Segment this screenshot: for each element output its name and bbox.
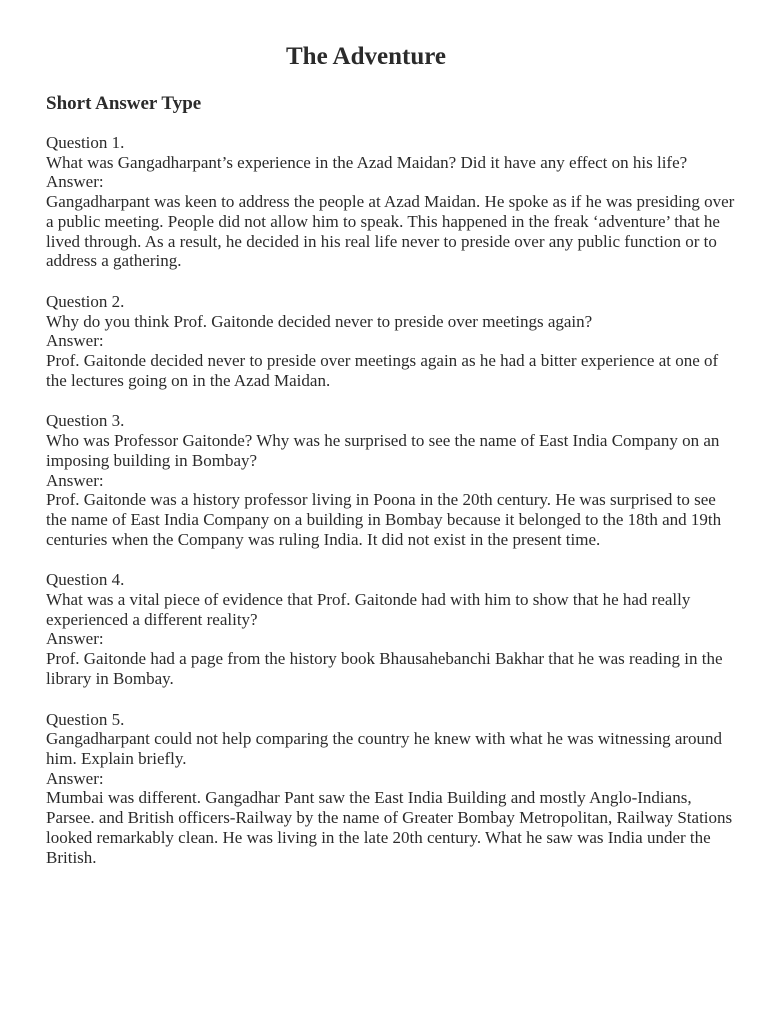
answer-label: Answer: [46,470,104,490]
question-label: Question 1. [46,133,125,152]
section-heading: Short Answer Type [46,93,202,114]
answer-label: Answer: [46,172,104,192]
answer-text: Gangadharpant was keen to address the people at Azad Maidan. He spoke as if he was presiding over a public meeting. People did not allow him to speak. This happened in the freak ‘adventure’ that he lived through. As a result, he decided in his real life never to preside over any public function or to address a gathering. [46,192,735,271]
qa-block-3 [46,411,736,549]
question-text: What was Gangadharpant’s experience in the Azad Maidan? Did it have any effect on his life? [46,152,688,172]
page-title: The Adventure [286,43,446,70]
qa-block-4 [46,570,736,688]
question-text: What was a vital piece of evidence that Prof. Gaitonde had with him to show that he had really experienced a different reality? [46,590,691,629]
question-label: Question 3. [46,411,125,431]
question-text: Gangadharpant could not help comparing the country he knew with what he was witnessing around him. Explain briefly. [46,729,723,768]
answer-label: Answer: [46,768,104,788]
question-text: Why do you think Prof. Gaitonde decided never to preside over meetings again? [46,311,593,331]
qa-block-1 [46,133,736,271]
question-label: Question 4. [46,570,125,590]
question-text: Who was Professor Gaitonde? Why was he surprised to see the name of East India Company on an imposing building in Bombay? [46,431,720,470]
qa-block-2 [46,292,736,391]
question-label: Question 5. [46,709,125,729]
document-page [46,40,736,888]
answer-label: Answer: [46,629,104,649]
answer-text: Mumbai was different. Gangadhar Pant saw the East India Building and mostly Anglo-Indians, Parsee. and British officers-Railway by the name of Greater Bombay Metropolitan, Railway Stations looked remarkably clean. He was living in the late 20th century. What he saw was India under the British. [46,788,733,867]
answer-text: Prof. Gaitonde decided never to preside over meetings again as he had a bitter experience at one of the lectures going on in the Azad Maidan. [46,351,719,390]
qa-block-5 [46,710,736,868]
answer-label: Answer: [46,331,104,351]
answer-text: Prof. Gaitonde had a page from the history book Bhausahebanchi Bakhar that he was reading in the library in Bombay. [46,649,723,688]
question-label: Question 2. [46,291,125,311]
answer-text: Prof. Gaitonde was a history professor living in Poona in the 20th century. He was surprised to see the name of East India Company on a building in Bombay because it belonged to the 18th and 19th centuries when the Company was ruling India. It did not exist in the present time. [46,490,722,549]
